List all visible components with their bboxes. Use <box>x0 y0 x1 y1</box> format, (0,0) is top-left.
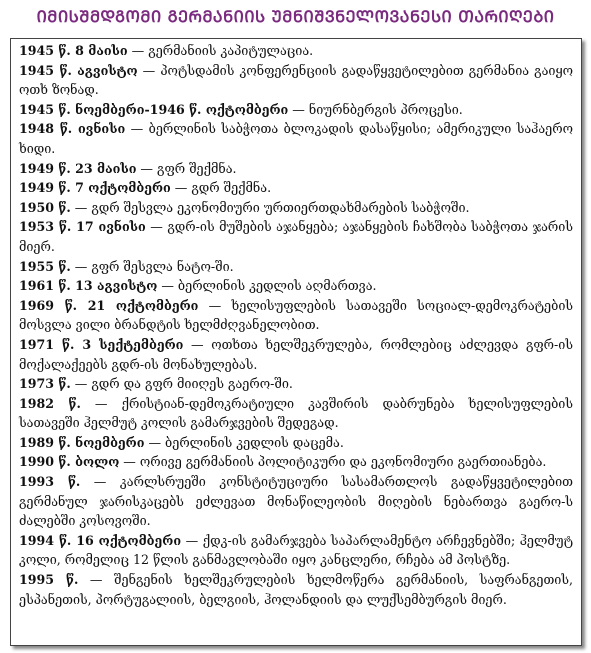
page-title: ᲘᲛᲘᲡᲨᲛᲓᲒᲝᲛᲘ ᲒᲔᲠᲛᲐᲜᲘᲘᲡ ᲣᲛᲜᲘᲨᲕᲜᲔᲚᲝᲕᲐᲜᲔᲡᲘ ᲗᲐᲠᲘᲦᲔᲑᲘ <box>36 7 555 26</box>
timeline-entry <box>19 61 573 100</box>
entry-text: — კარლსრუეში კონსტიტუციური სასამართლოს გადაწყვეტილებით გერმანულ ჯარისკაცებს ეძლევათ მონაწილეობის მიღების ნებართვა გაერო-ს ძალებში კოსოვოში. <box>19 474 573 529</box>
entry-date: 1950 წ. <box>19 199 71 215</box>
entry-text: — ბერლინის კედლის დაცემა. <box>144 434 344 450</box>
entry-date: 1982 წ. <box>19 395 81 411</box>
entry-text: — გდრ და გფრ მიიღეს გაერო-ში. <box>70 376 293 392</box>
entry-text: — ქრისტიან-დემოკრატიული კავშირის დაბრუნება ხელისუფლების სათავეში ჰელმუტ კოლის გამარჯვების შედეგად. <box>19 395 573 431</box>
timeline-entry <box>19 257 573 277</box>
entry-date: 1955 წ. <box>19 258 71 274</box>
entry-date: 1949 წ. 23 მაისი <box>19 160 137 176</box>
entry-date: 1993 წ. <box>19 474 81 490</box>
entry-text: — გდრ შესვლა ეკონომიური ურთიერთდახმარების საბჭოში. <box>70 199 470 215</box>
entry-text: — ოთხთა ხელშეკრულება, რომლებიც აძლევდა გფრ-ის მოქალაქეებს გდრ-ის მონახულებას. <box>19 336 573 372</box>
timeline-entry <box>19 276 573 296</box>
timeline-box <box>10 38 582 646</box>
entry-date: 1990 წ. ბოლო <box>19 454 120 470</box>
entry-date: 1961 წ. 13 აგვისტო <box>19 278 158 294</box>
timeline-entry <box>19 217 573 256</box>
timeline-entry <box>19 452 573 472</box>
entry-text: — გდრ-ის მუშების აჯანყება; აჯანყების ჩახშობა საბჭოთა ჯარის მიერ. <box>19 219 573 254</box>
entry-date: 1945 წ. აგვისტო <box>19 62 138 78</box>
entry-date: 1995 წ. <box>19 572 79 588</box>
entry-text: — გერმანიის კაპიტულაცია. <box>127 43 314 58</box>
timeline-entry <box>19 119 573 158</box>
entry-text: — ხელისუფლების სათავეში სოციალ-დემოკრატების მოსვლა ვილი ბრანდტის ხელმძღვანელობით. <box>19 297 574 333</box>
entry-date: 1945 წ. ნოემბერი-1946 წ. ოქტომბერი <box>19 101 289 117</box>
entry-text: — ბერლინის კედლის აღმართვა. <box>157 278 377 294</box>
timeline-entry <box>19 335 573 374</box>
timeline-entry <box>19 296 573 335</box>
entry-text: — პოტსდამის კონფერენციის გადაწყვეტილებით გერმანია გაიყო ოთხ ზონად. <box>19 62 573 98</box>
entry-date: 1973 წ. <box>19 376 71 392</box>
entry-text: — ბერლინის საბჭოთა ბლოკადის დასაწყისი; ამერიკული საჰაერო ხიდი. <box>19 121 573 156</box>
entry-text: — ქდკ-ის გამარჯვება საპარლამენტო არჩევნებში; ჰელმუტ კოლი, რომელიც 12 წლის განმავლობაში იყო კანცლერი, რჩება ამ პოსტზე. <box>19 532 574 568</box>
timeline-entry <box>19 198 573 218</box>
timeline-entry <box>19 433 573 453</box>
entry-date: 1969 წ. 21 ოქტომბერი <box>19 297 199 313</box>
timeline-entry <box>19 159 573 179</box>
timeline-entry <box>19 178 573 198</box>
entry-text: — ორივე გერმანიის პოლიტიკური და ეკონომიური გაერთიანება. <box>119 454 547 470</box>
timeline-entry <box>19 570 573 609</box>
entry-text: — შენგენის ხელშეკრულების ხელმოწერა გერმანიის, საფრანგეთის, ესპანეთის, პორტუგალიის, ბელგიის, ჰოლანდიის და ლუქსემბურგის მიერ. <box>19 572 573 607</box>
timeline-entry <box>19 394 573 433</box>
timeline-entry <box>19 41 573 61</box>
entry-date: 1953 წ. 17 ივნისი <box>19 219 146 235</box>
entry-date: 1949 წ. 7 ოქტომბერი <box>19 180 171 196</box>
entry-text: — ნიურნბერგის პროცესი. <box>288 101 463 117</box>
timeline-entry <box>19 374 573 394</box>
entry-date: 1994 წ. 16 ოქტომბერი <box>19 532 182 548</box>
entry-date: 1948 წ. ივნისი <box>19 121 126 137</box>
entry-text: — გფრ შესვლა ნატო-ში. <box>70 258 234 274</box>
entry-date: 1945 წ. 8 მაისი <box>19 43 128 58</box>
entry-date: 1971 წ. 3 სექტემბერი <box>19 336 184 352</box>
entry-text: — გდრ შექმნა. <box>170 180 272 196</box>
timeline-entry <box>19 531 573 570</box>
timeline-entry <box>19 100 573 120</box>
entry-date: 1989 წ. ნოემბერი <box>19 434 145 450</box>
timeline-entry <box>19 472 573 531</box>
entry-text: — გფრ შექმნა. <box>136 160 237 176</box>
